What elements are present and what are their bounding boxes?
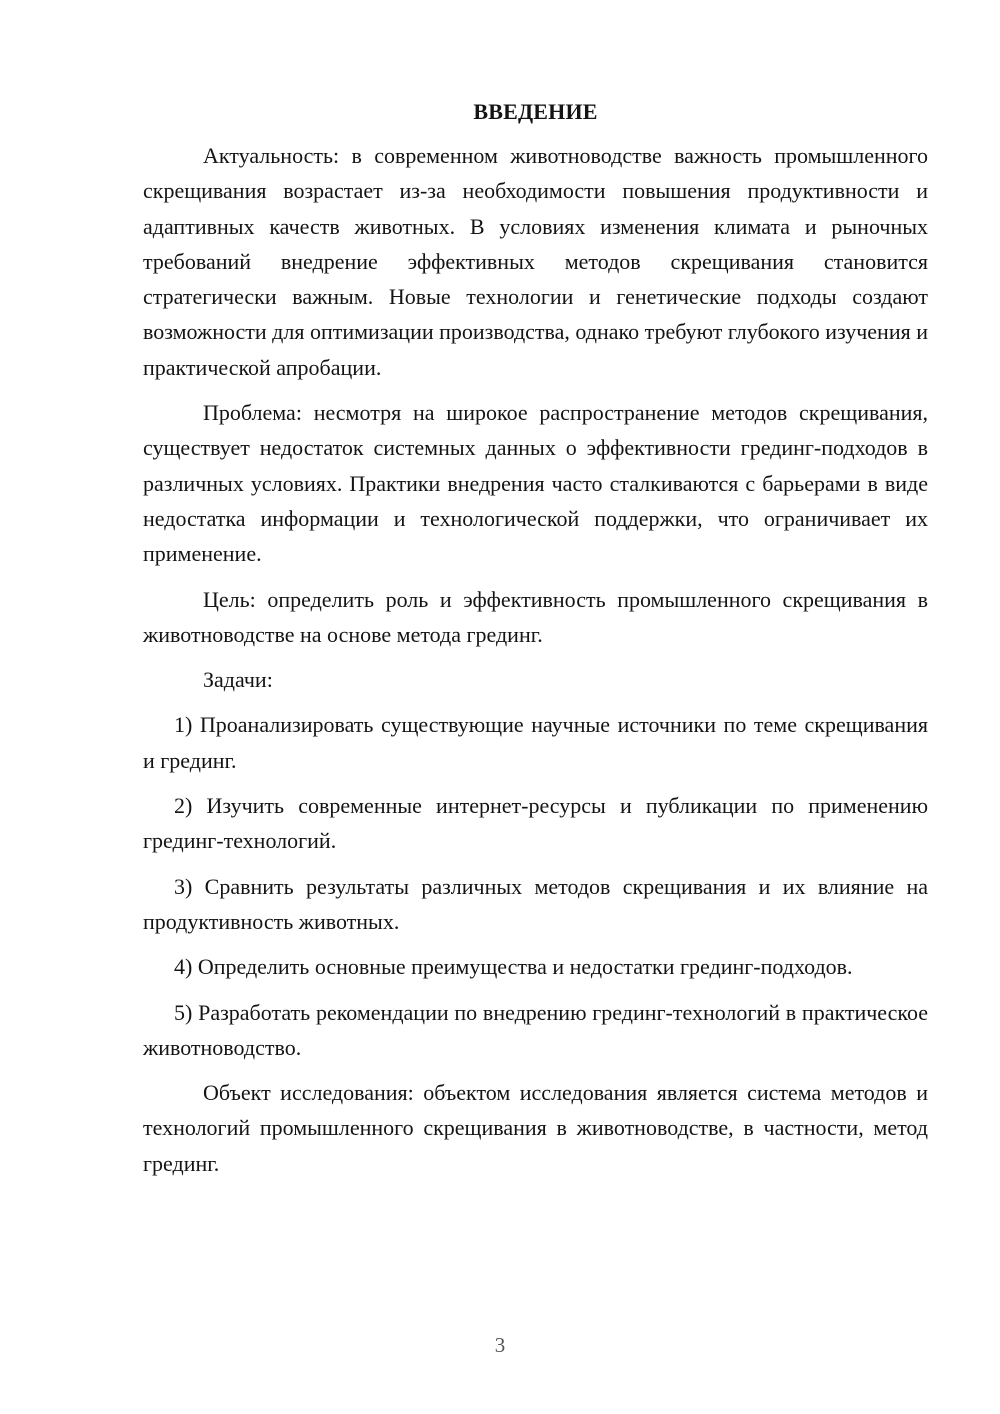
paragraph-research-object: Объект исследования: объектом исследования является система методов и технологий промышленного скрещивания в животноводстве, в частности, метод грединг. xyxy=(143,1080,928,1176)
paragraph-relevance: Актуальность: в современном животноводстве важность промышленного скрещивания возрастает из-за необходимости повышения продуктивности и адаптивных качеств животных. В условиях изменения климата и рыночных требований внедрение эффективных методов скрещивания становится стратегически важным. Новые технологии и генетические подходы создают возможности для оптимизации производства, однако требуют глубокого изучения и практической апробации. xyxy=(143,143,928,380)
task-item-3: 3) Сравнить результаты различных методов скрещивания и их влияние на продуктивность животных. xyxy=(143,873,928,934)
page-content xyxy=(143,94,928,1181)
task-item-5: 5) Разработать рекомендации по внедрению грединг-технологий в практическое животноводство. xyxy=(143,999,928,1060)
paragraph-goal: Цель: определить роль и эффективность промышленного скрещивания в животноводстве на основе метода грединг. xyxy=(143,586,928,647)
task-item-1: 1) Проанализировать существующие научные источники по теме скрещивания и грединг. xyxy=(143,712,928,773)
paragraph-problem: Проблема: несмотря на широкое распространение методов скрещивания, существует недостаток системных данных о эффективности грединг-подходов в различных условиях. Практики внедрения часто сталкиваются с барьерами в виде недостатка информации и технологической поддержки, что ограничивает их применение. xyxy=(143,400,928,567)
task-item-2: 2) Изучить современные интернет-ресурсы и публикации по применению грединг-технологий. xyxy=(143,793,928,854)
section-title: ВВЕДЕНИЕ xyxy=(473,99,598,124)
page-number: 3 xyxy=(494,1333,506,1357)
task-item-4: 4) Определить основные преимущества и недостатки грединг-подходов. xyxy=(174,954,853,980)
paragraph-tasks-heading: Задачи: xyxy=(203,667,273,693)
